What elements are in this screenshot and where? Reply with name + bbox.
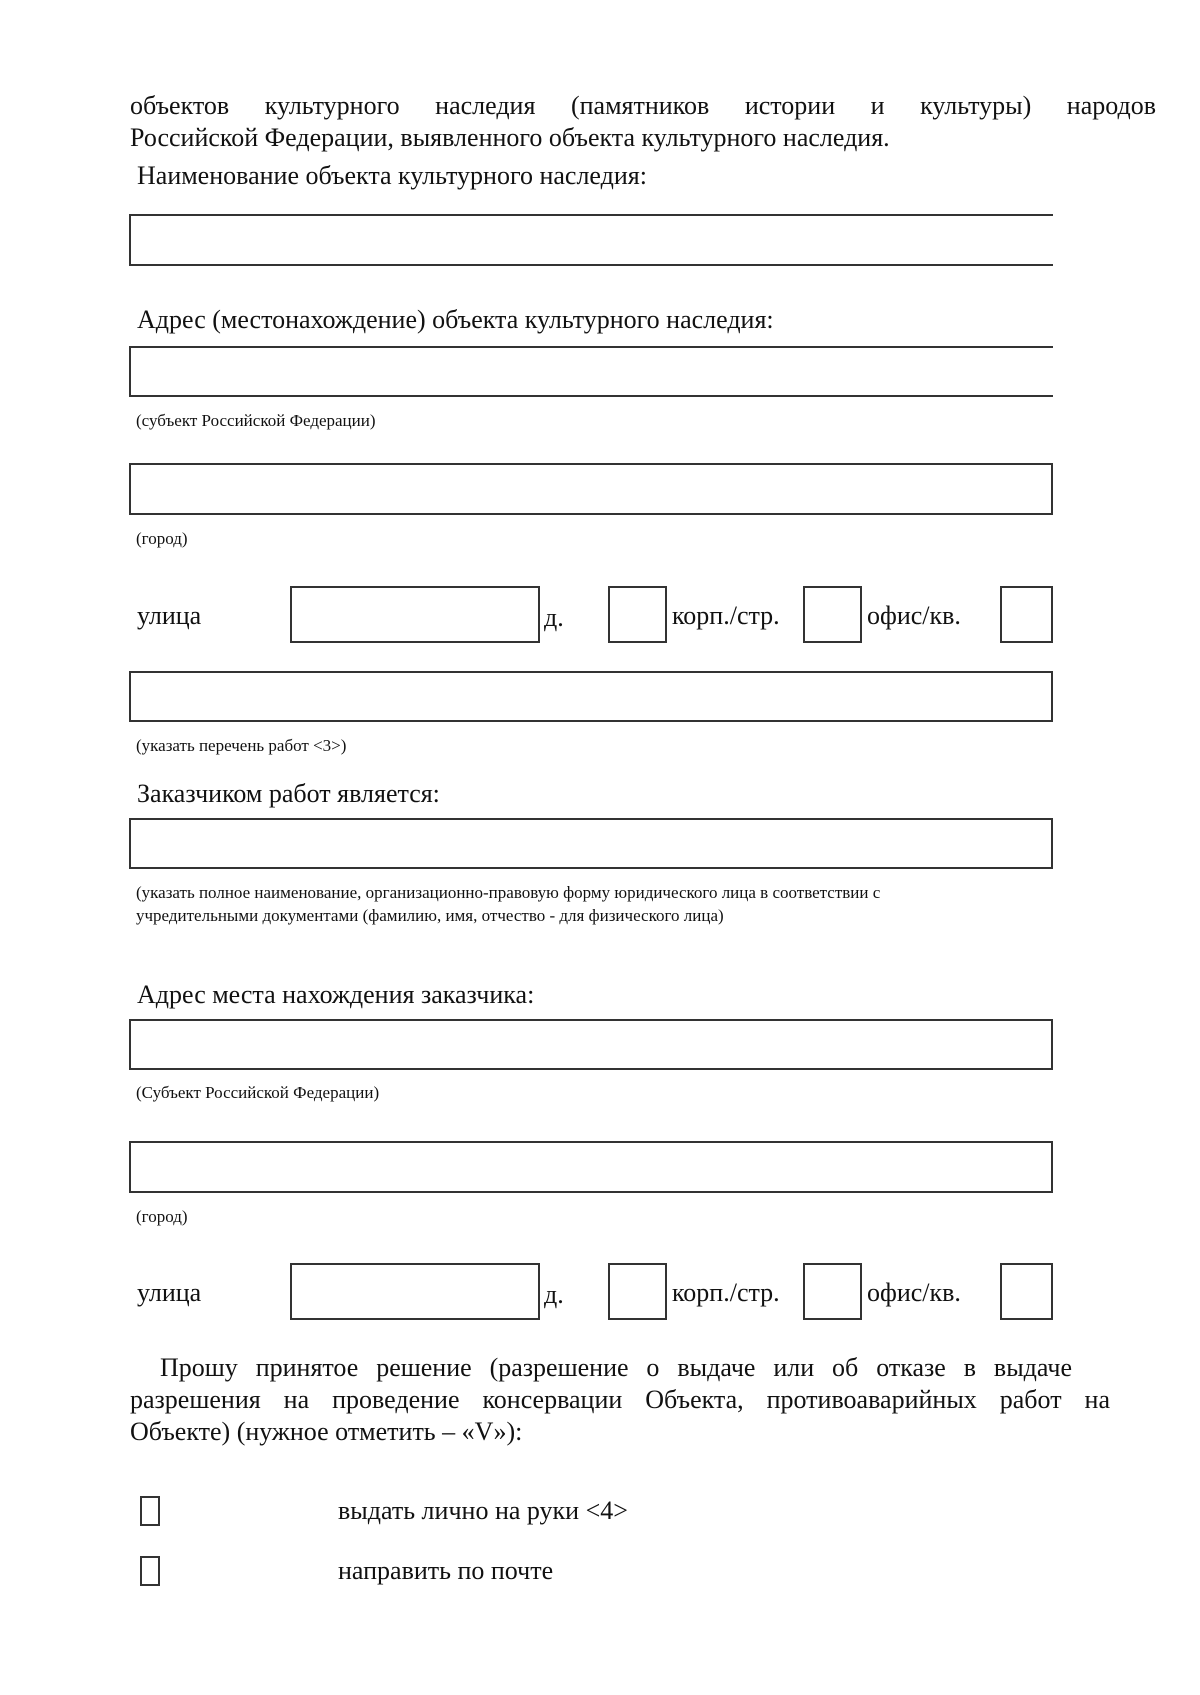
customer-house-field[interactable]	[608, 1263, 667, 1320]
object-office-label: офис/кв.	[867, 601, 961, 630]
customer-field[interactable]	[129, 818, 1053, 869]
customer-address-label: Адрес места нахождения заказчика:	[137, 980, 535, 1009]
object-subject-field[interactable]	[129, 346, 1053, 397]
customer-house-label: д.	[544, 1280, 564, 1309]
works-caption: (указать перечень работ <3>)	[136, 736, 347, 755]
object-name-field[interactable]	[129, 214, 1053, 266]
customer-label: Заказчиком работ является:	[137, 779, 440, 808]
option-personal-label: выдать лично на руки <4>	[338, 1496, 628, 1525]
option-mail-checkbox[interactable]	[140, 1556, 160, 1586]
customer-street-label: улица	[137, 1278, 202, 1307]
object-house-label: д.	[544, 603, 564, 632]
customer-office-field[interactable]	[1000, 1263, 1053, 1320]
object-office-field[interactable]	[1000, 586, 1053, 643]
customer-building-label: корп./стр.	[672, 1278, 780, 1307]
option-mail-label: направить по почте	[338, 1556, 554, 1585]
customer-city-caption: (город)	[136, 1207, 188, 1226]
request-line-2: разрешения на проведение консервации Объекта, противоаварийных работ на	[130, 1385, 1110, 1414]
object-city-field[interactable]	[129, 463, 1053, 515]
object-name-label: Наименование объекта культурного наследия:	[137, 161, 647, 190]
customer-city-field[interactable]	[129, 1141, 1053, 1193]
object-city-caption: (город)	[136, 529, 188, 548]
option-personal-checkbox[interactable]	[140, 1496, 160, 1526]
intro-line-1: объектов культурного наследия (памятников истории и культуры) народов	[130, 91, 1156, 120]
object-address-label: Адрес (местонахождение) объекта культурного наследия:	[137, 305, 774, 334]
request-line-1: Прошу принятое решение (разрешение о выдаче или об отказе в выдаче	[160, 1353, 1072, 1382]
customer-caption-line-2: учредительными документами (фамилию, имя, отчество - для физического лица)	[136, 906, 724, 925]
customer-office-label: офис/кв.	[867, 1278, 961, 1307]
object-street-label: улица	[137, 601, 202, 630]
request-line-3: Объекте) (нужное отметить – «V»):	[130, 1417, 523, 1446]
object-building-field[interactable]	[803, 586, 862, 643]
works-field[interactable]	[129, 671, 1053, 722]
customer-street-field[interactable]	[290, 1263, 540, 1320]
customer-subject-caption: (Субъект Российской Федерации)	[136, 1083, 380, 1102]
customer-building-field[interactable]	[803, 1263, 862, 1320]
object-street-field[interactable]	[290, 586, 540, 643]
object-house-field[interactable]	[608, 586, 667, 643]
customer-caption-line-1: (указать полное наименование, организационно-правовую форму юридического лица в соответствии с	[136, 883, 881, 902]
intro-line-2: Российской Федерации, выявленного объекта культурного наследия.	[130, 123, 890, 152]
object-building-label: корп./стр.	[672, 601, 780, 630]
customer-subject-field[interactable]	[129, 1019, 1053, 1070]
object-subject-caption: (субъект Российской Федерации)	[136, 411, 376, 430]
